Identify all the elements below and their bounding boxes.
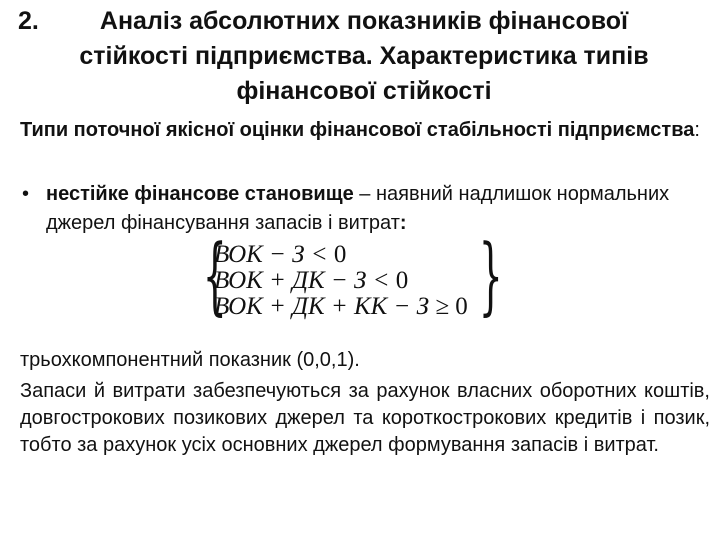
bullet-end: : (399, 212, 407, 234)
formula-rhs-3: 0 (455, 293, 468, 320)
right-brace: } (478, 226, 503, 324)
bullet-rest-text: – наявний надлишок нормальних джерел фінансування запасів і витрат (46, 183, 670, 234)
formula-row-2 (214, 268, 408, 294)
formula-expr-3: ВОК + ДК + КК − З ≥ (214, 293, 456, 320)
inequality-system (198, 226, 503, 324)
formula-expr-1: ВОК − З < (214, 241, 334, 268)
bullet-bold-text: нестійке фінансове становище (46, 183, 354, 205)
formula-row-3 (214, 294, 468, 320)
indicator-text: трьохкомпонентний показник (0,0,1). (20, 349, 360, 371)
heading-suffix: : (694, 119, 700, 141)
formula-rhs-2: 0 (395, 267, 409, 294)
title-number: 2. (18, 7, 39, 35)
section-heading (20, 116, 710, 145)
heading-bold-text: Типи поточної якісної оцінки фінансової стабільності підприємства (20, 119, 695, 141)
explanation-paragraph: Запаси й витрати забезпечуються за рахунок власних оборотних коштів, довгострокових позикових джерел та короткострокових кредитів і позик, тобто за рахунок усіх основних джерел формування запасів і витрат. (20, 380, 710, 456)
formula-row-1 (214, 242, 346, 268)
formula-expr-2: ВОК + ДК − З < (214, 267, 396, 294)
slide-title (14, 4, 714, 109)
bullet-item (20, 180, 710, 238)
formula-rhs-1: 0 (333, 241, 347, 268)
title-text: Аналіз абсолютних показників фінансової стійкості підприємства. Характеристика типів фінансової стійкості (79, 7, 649, 105)
left-brace: { (202, 226, 227, 324)
bullet-text (46, 180, 710, 238)
bullet-marker: • (22, 183, 30, 205)
